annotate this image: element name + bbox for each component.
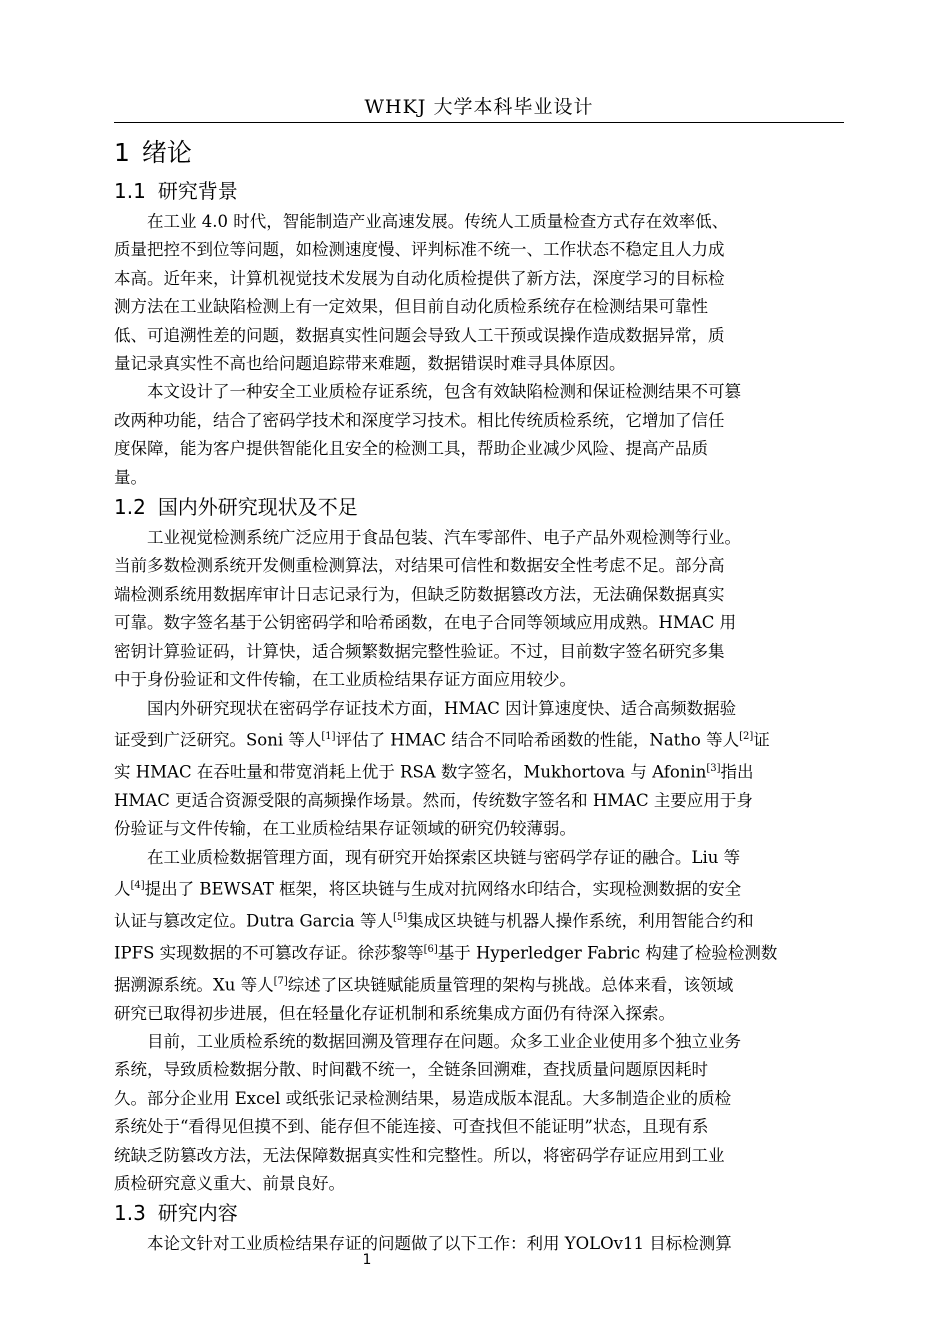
running-header: WHKJ 大学本科毕业设计 [114,92,844,123]
section-number: 1.2 [114,495,146,520]
section-heading-1-2 [114,492,839,522]
body-paragraph: 在工业质检数据管理方面，现有研究开始探索区块链与密码学存证的融合。Liu 等 人[4]提出了 BEWSAT 框架，将区块链与生成对抗网络水印结合，实现检测数据的安全 认证与篡改定位。Dutra Garcia 等人[5]集成区块链与机器人操作系统，利用智能合约和 IPFS 实现数据的不可篡改存证。徐莎黎等[6]基于 Hyperledger Fabric 构建了检验检测数 据溯源系统。Xu 等人[7]综述了区块链赋能质量管理的架构与挑战。总体来看，该领域 研究已取得初步进展，但在轻量化存证机制和系统集成方面仍有待深入探索。 [114,847,778,1023]
chapter-number: 1 [114,138,130,167]
body-paragraph: 国内外研究现状在密码学存证技术方面，HMAC 因计算速度快、适合高频数据验 证受到广泛研究。Soni 等人[1]评估了 HMAC 结合不同哈希函数的性能，Natho 等人[2]证 实 HMAC 在吞吐量和带宽消耗上优于 RSA 数字签名，Mukhortova 与 Afonin[3]指出 HMAC 更适合资源受限的高频操作场景。然而，传统数字签名和 HMAC 主要应用于身 份验证与文件传输，在工业质检结果存证领域的研究仍较薄弱。 [114,698,770,839]
citation-marker: [1] [321,730,336,742]
section-title: 研究内容 [157,1201,238,1226]
section-title: 国内外研究现状及不足 [157,495,358,520]
body-paragraph: 在工业 4.0 时代，智能制造产业高速发展。传统人工质量检查方式存在效率低、 质量把控不到位等问题，如检测速度慢、评判标准不统一、工作状态不稳定且人力成 本高。近年来，计算机视觉技术发展为自动化质检提供了新方法，深度学习的目标检 测方法在工业缺陷检测上有一定效果，但目前自动化质检系统存在检测结果可靠性 低、可追溯性差的问题，数据真实性问题会导致人工干预或误操作造成数据异常，质 量记录真实性不高也给问题追踪带来难题，数据错误时难寻具体原因。 [114,212,729,374]
body-paragraph: 目前，工业质检系统的数据回溯及管理存在问题。众多工业企业使用多个独立业务 系统，导致质检数据分散、时间戳不统一，全链条回溯难，查找质量问题原因耗时 久。部分企业用 Excel 或纸张记录检测结果，易造成版本混乱。大多制造企业的质检 系统处于“看得见但摸不到、能存但不能连接、可查找但不能证明”状态，且现有系 统缺乏防篡改方法，无法保障数据真实性和完整性。所以，将密码学存证应用到工业 质检研究意义重大、前景良好。 [114,1031,741,1193]
section-title: 研究背景 [157,179,238,203]
page-number: 1 [362,1252,372,1268]
citation-marker: [5] [392,911,408,923]
section-number: 1.1 [114,179,146,203]
citation-marker: [2] [739,730,754,742]
page-body [114,136,839,1259]
section-heading-1-3 [114,1198,839,1228]
citation-marker: [7] [273,975,288,987]
body-paragraph: 本文设计了一种安全工业质检存证系统，包含有效缺陷检测和保证检测结果不可篡 改两种功能，结合了密码学技术和深度学习技术。相比传统质检系统，它增加了信任 度保障，能为客户提供智能化且安全的检测工具，帮助企业减少风险、提高产品质 量。 [114,382,741,487]
citation-marker: [6] [423,943,438,955]
citation-marker: [4] [130,879,145,891]
section-number: 1.3 [114,1201,146,1226]
chapter-heading [114,136,839,170]
body-paragraph: 本论文针对工业质检结果存证的问题做了以下工作：利用 YOLOv11 目标检测算 [147,1234,732,1254]
section-heading-1-1 [114,176,839,206]
body-paragraph: 工业视觉检测系统广泛应用于食品包装、汽车零部件、电子产品外观检测等行业。 当前多数检测系统开发侧重检测算法，对结果可信性和数据安全性考虑不足。部分高 端检测系统用数据库审计日志记录行为，但缺乏防数据篡改方法，无法确保数据真实 可靠。数字签名基于公钥密码学和哈希函数，在电子合同等领域应用成熟。HMAC 用 密钥计算验证码，计算快，适合频繁数据完整性验证。不过，目前数字签名研究多集 中于身份验证和文件传输，在工业质检结果存证方面应用较少。 [114,528,741,690]
chapter-title: 绪论 [141,138,192,167]
citation-marker: [3] [706,762,721,774]
